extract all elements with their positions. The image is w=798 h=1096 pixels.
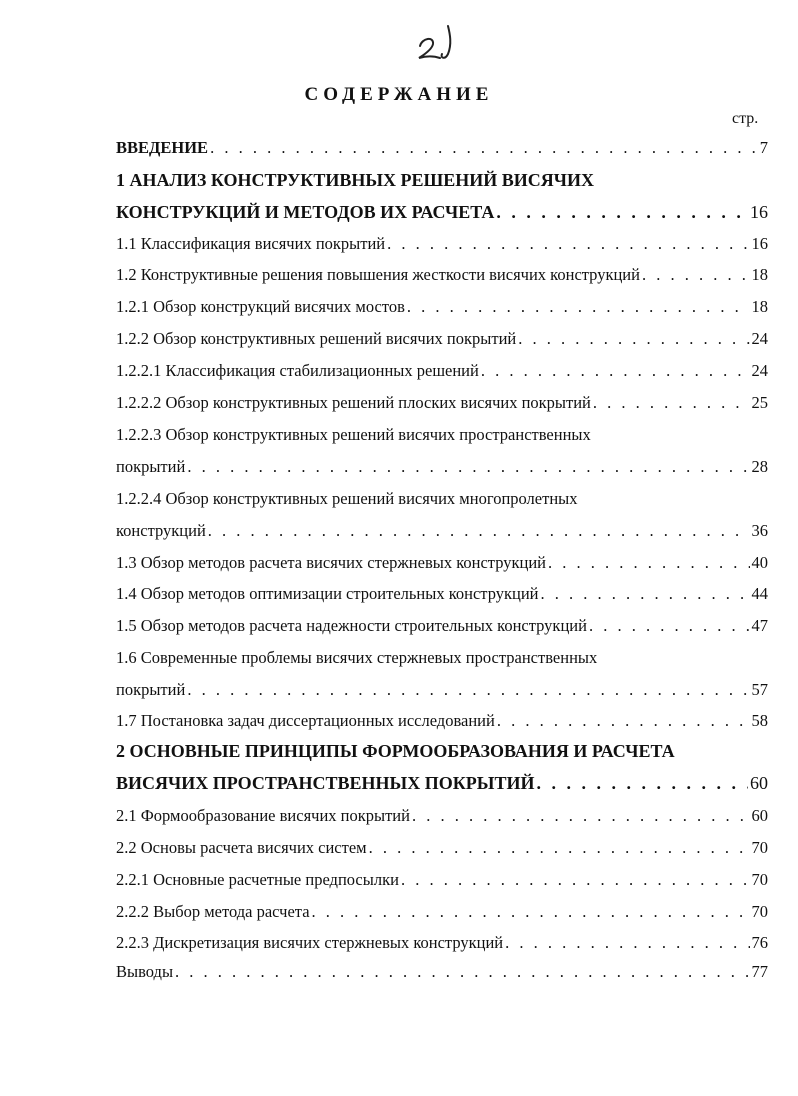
toc-entry xyxy=(116,962,768,982)
leader-dots xyxy=(208,521,750,541)
toc-entry xyxy=(116,711,768,731)
toc-entry xyxy=(116,170,768,191)
page-column-label: стр. xyxy=(732,110,759,127)
toc-entry-page: 24 xyxy=(751,361,768,380)
toc-entry-text: 1 АНАЛИЗ КОНСТРУКТИВНЫХ РЕШЕНИЙ ВИСЯЧИХ xyxy=(116,170,595,190)
toc-entry-page: 16 xyxy=(750,202,768,222)
toc-entry-text: 1.2.2.3 Обзор конструктивных решений висячих пространственных xyxy=(116,425,591,444)
leader-dots xyxy=(642,265,750,285)
toc-entry-page: 57 xyxy=(751,680,768,699)
toc-entry-text: 1.7 Постановка задач диссертационных исследований xyxy=(116,711,495,730)
leader-dots xyxy=(505,933,749,953)
toc-entry xyxy=(116,489,768,509)
leader-dots xyxy=(496,202,748,223)
toc-entry-text: КОНСТРУКЦИЙ И МЕТОДОВ ИХ РАСЧЕТА xyxy=(116,202,495,222)
toc-entry xyxy=(116,138,768,158)
toc-entry-page: 76 xyxy=(751,933,768,952)
toc-entry-page: 70 xyxy=(751,870,768,889)
toc-entry-page: 28 xyxy=(751,457,768,476)
toc-entry-page: 60 xyxy=(750,773,768,793)
toc-entry-page: 70 xyxy=(751,838,768,857)
toc-entry xyxy=(116,297,768,317)
toc-entry-text: 1.2.2.2 Обзор конструктивных решений плоских висячих покрытий xyxy=(116,393,591,412)
leader-dots xyxy=(536,773,748,794)
leader-dots xyxy=(593,393,750,413)
toc-entry-text: 1.5 Обзор методов расчета надежности строительных конструкций xyxy=(116,616,587,635)
toc-entry xyxy=(116,234,768,254)
toc-entry-text: 2.2 Основы расчета висячих систем xyxy=(116,838,367,857)
toc-entry-page: 40 xyxy=(751,553,768,572)
toc-entry-page: 25 xyxy=(751,393,768,412)
toc-entry-text: покрытий xyxy=(116,680,186,699)
toc-entry-text: 1.2.2 Обзор конструктивных решений висячих покрытий xyxy=(116,329,517,348)
leader-dots xyxy=(369,838,750,858)
leader-dots xyxy=(518,329,749,349)
leader-dots xyxy=(187,680,749,700)
toc-entry-text: Выводы xyxy=(116,962,174,981)
toc-entry-text: 1.4 Обзор методов оптимизации строительных конструкций xyxy=(116,584,539,603)
toc-entry-page: 16 xyxy=(751,234,768,253)
leader-dots xyxy=(401,870,750,890)
toc-entry xyxy=(116,425,768,445)
toc-entry-text: 1.3 Обзор методов расчета висячих стержневых конструкций xyxy=(116,553,546,572)
leader-dots xyxy=(589,616,750,636)
toc-entry-page: 24 xyxy=(751,329,768,348)
toc-entry-page: 18 xyxy=(751,297,768,316)
leader-dots xyxy=(548,553,750,573)
toc-entry-text: ВИСЯЧИХ ПРОСТРАНСТВЕННЫХ ПОКРЫТИЙ xyxy=(116,773,535,793)
leader-dots xyxy=(412,806,750,826)
toc-entry xyxy=(116,553,768,573)
leader-dots xyxy=(387,234,749,254)
toc-entry xyxy=(116,616,768,636)
toc-entry xyxy=(116,806,768,826)
toc-entry xyxy=(116,773,768,794)
handwritten-mark-icon xyxy=(414,20,464,66)
toc-entry-text: 1.2 Конструктивные решения повышения жесткости висячих конструкций xyxy=(116,265,640,284)
toc-entry xyxy=(116,202,768,223)
toc-entry xyxy=(116,933,768,953)
toc-entry-text: 2.2.2 Выбор метода расчета xyxy=(116,902,310,921)
toc-entry-page: 18 xyxy=(751,265,768,284)
toc-entry-text: 1.2.2.1 Классификация стабилизационных решений xyxy=(116,361,479,380)
leader-dots xyxy=(481,361,750,381)
toc-entry xyxy=(116,457,768,477)
toc-entry xyxy=(116,393,768,413)
toc-entry-text: 2.2.3 Дискретизация висячих стержневых конструкций xyxy=(116,933,504,952)
toc-entry-page: 60 xyxy=(751,806,768,825)
toc-entry xyxy=(116,265,768,285)
toc-entry-text: 1.6 Современные проблемы висячих стержневых пространственных xyxy=(116,648,598,667)
toc-entry-page: 36 xyxy=(751,521,768,540)
toc-entry-text: 1.2.1 Обзор конструкций висячих мостов xyxy=(116,297,405,316)
toc-entry-page: 58 xyxy=(751,711,768,730)
toc-entry xyxy=(116,838,768,858)
toc-entry xyxy=(116,521,768,541)
toc-entry-page: 7 xyxy=(759,138,768,157)
toc-entry-text: 2.2.1 Основные расчетные предпосылки xyxy=(116,870,399,889)
toc-entry xyxy=(116,329,768,349)
toc-entry xyxy=(116,584,768,604)
toc-entry xyxy=(116,902,768,922)
toc-entry-page: 70 xyxy=(751,902,768,921)
toc-entry-page: 47 xyxy=(751,616,768,635)
leader-dots xyxy=(210,138,758,158)
toc-entry-text: 1.1 Классификация висячих покрытий xyxy=(116,234,386,253)
leader-dots xyxy=(497,711,750,731)
toc-entry xyxy=(116,870,768,890)
toc-entry xyxy=(116,680,768,700)
toc-entry-text: покрытий xyxy=(116,457,186,476)
toc-entry-page: 44 xyxy=(751,584,768,603)
leader-dots xyxy=(175,962,749,982)
toc-entry-text: 2.1 Формообразование висячих покрытий xyxy=(116,806,410,825)
page-title: СОДЕРЖАНИЕ xyxy=(304,84,494,105)
toc-entry xyxy=(116,648,768,668)
toc-entry-text: 1.2.2.4 Обзор конструктивных решений висячих многопролетных xyxy=(116,489,578,508)
leader-dots xyxy=(187,457,749,477)
toc-entry-text: конструкций xyxy=(116,521,206,540)
toc-entry-page: 77 xyxy=(751,962,768,981)
leader-dots xyxy=(312,902,750,922)
toc-entry xyxy=(116,361,768,381)
toc-entry xyxy=(116,741,768,762)
toc-entry-text: ВВЕДЕНИЕ xyxy=(116,138,209,157)
toc-entry-text: 2 ОСНОВНЫЕ ПРИНЦИПЫ ФОРМООБРАЗОВАНИЯ И РАСЧЕТА xyxy=(116,741,675,761)
leader-dots xyxy=(407,297,750,317)
handwritten-page-number xyxy=(414,20,464,66)
leader-dots xyxy=(540,584,749,604)
